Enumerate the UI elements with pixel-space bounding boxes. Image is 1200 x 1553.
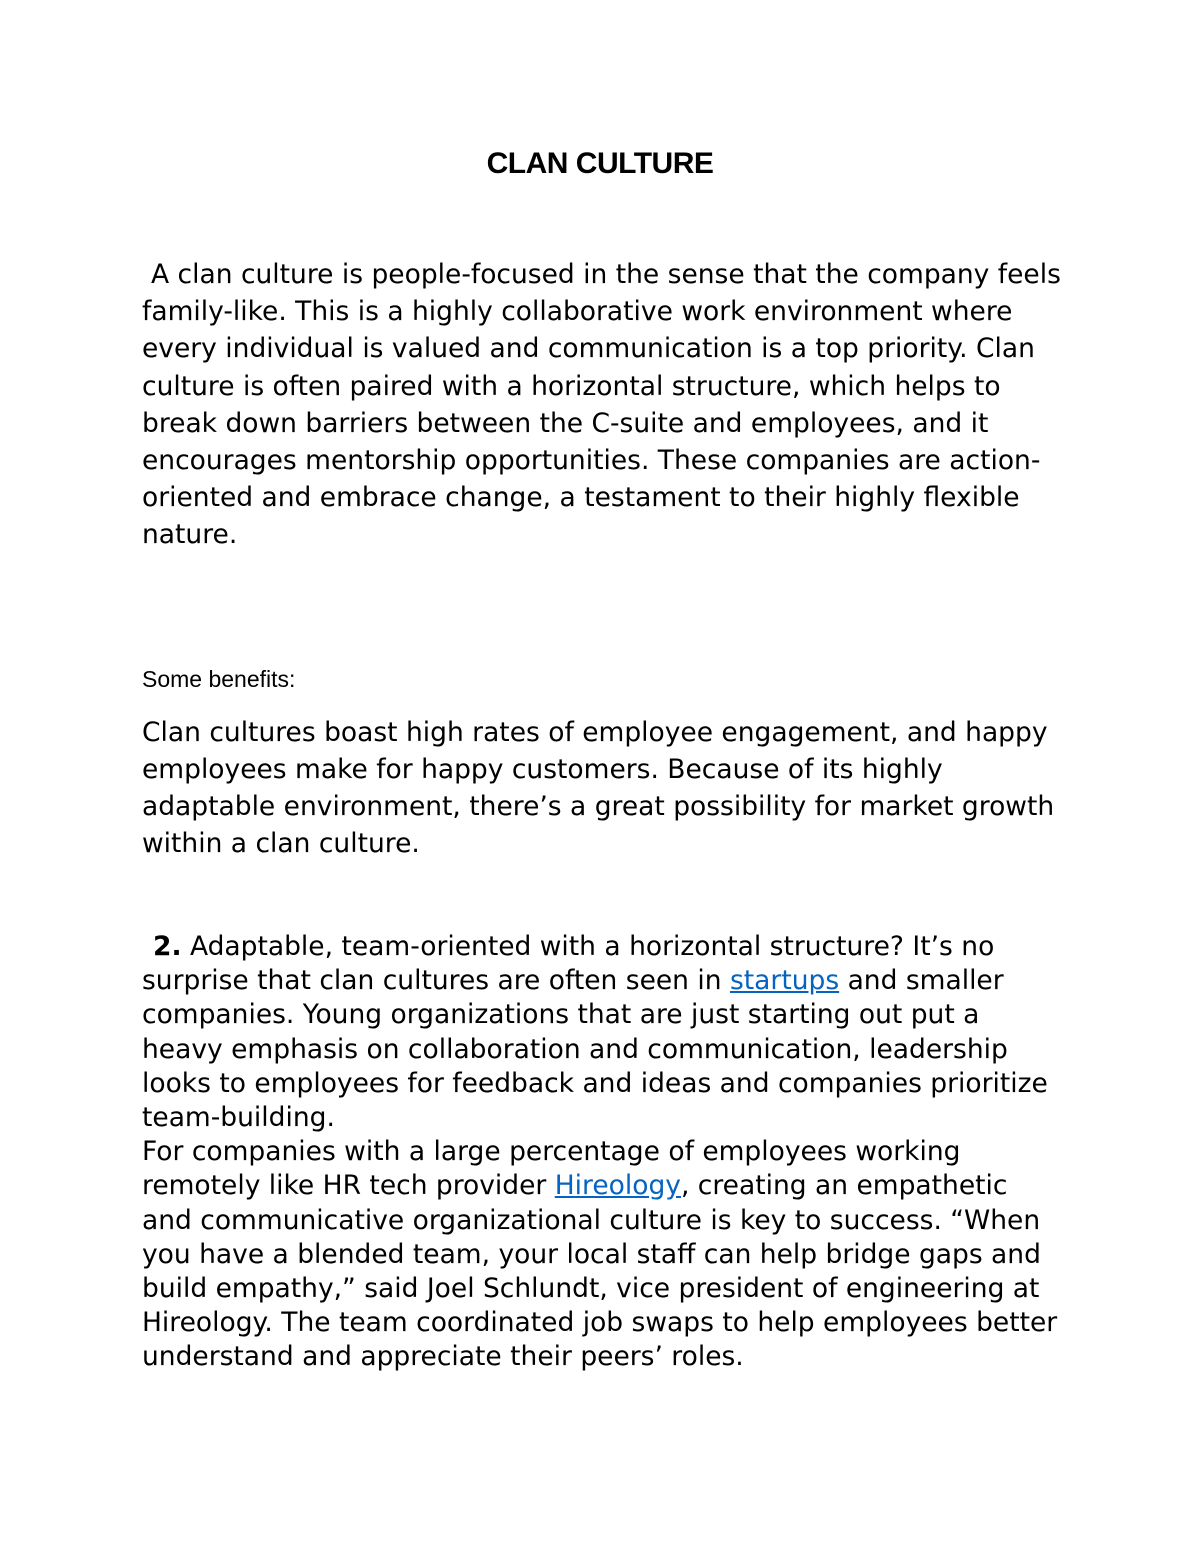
section-2-text-a: Adaptable, team-oriented with a horizontal structure? It’s no surprise that clan cultures are often seen in bbox=[142, 931, 995, 997]
section-2-text-b: and smaller companies. Young organizations that are just starting out put a heavy emphasis on collaboration and communication, leadership looks to employees for feedback and ideas and companies prioritize team-building. bbox=[142, 965, 1048, 1134]
benefits-paragraph: Clan cultures boast high rates of employee engagement, and happy employees make for happy customers. Because of its highly adaptable environment, there’s a great possibility for market growth within a clan culture. bbox=[142, 717, 1055, 859]
section-2-paragraph bbox=[142, 930, 1062, 1375]
section-number: 2. bbox=[153, 931, 182, 962]
section-2-text-c: For companies with a large percentage of employees working remotely like HR tech provider bbox=[142, 1136, 961, 1202]
benefits-label: Some benefits: bbox=[142, 666, 296, 692]
intro-paragraph bbox=[142, 256, 1062, 554]
hireology-link[interactable]: Hireology bbox=[554, 1170, 681, 1202]
section-2-text-d: , creating an empathetic and communicative organizational culture is key to success. “When you have a blended team, your local staff can help bridge gaps and build empathy,” said Joel Schlundt, vice president of engineering at Hireology. The team coordinated job swaps to help employees better understand and appreciate their peers’ roles. bbox=[142, 1170, 1058, 1373]
startups-link[interactable]: startups bbox=[729, 965, 840, 997]
intro-paragraph-text: A clan culture is people-focused in the sense that the company feels family-like. This is a highly collaborative work environment where every individual is valued and communication is a top priority. Clan culture is often paired with a horizontal structure, which helps to break down barriers between the C-suite and employees, and it encourages mentorship opportunities. These companies are action-oriented and embrace change, a testament to their highly flexible nature. bbox=[142, 259, 1061, 551]
document-title: CLAN CULTURE bbox=[486, 147, 714, 180]
section-2-indent bbox=[142, 931, 153, 962]
